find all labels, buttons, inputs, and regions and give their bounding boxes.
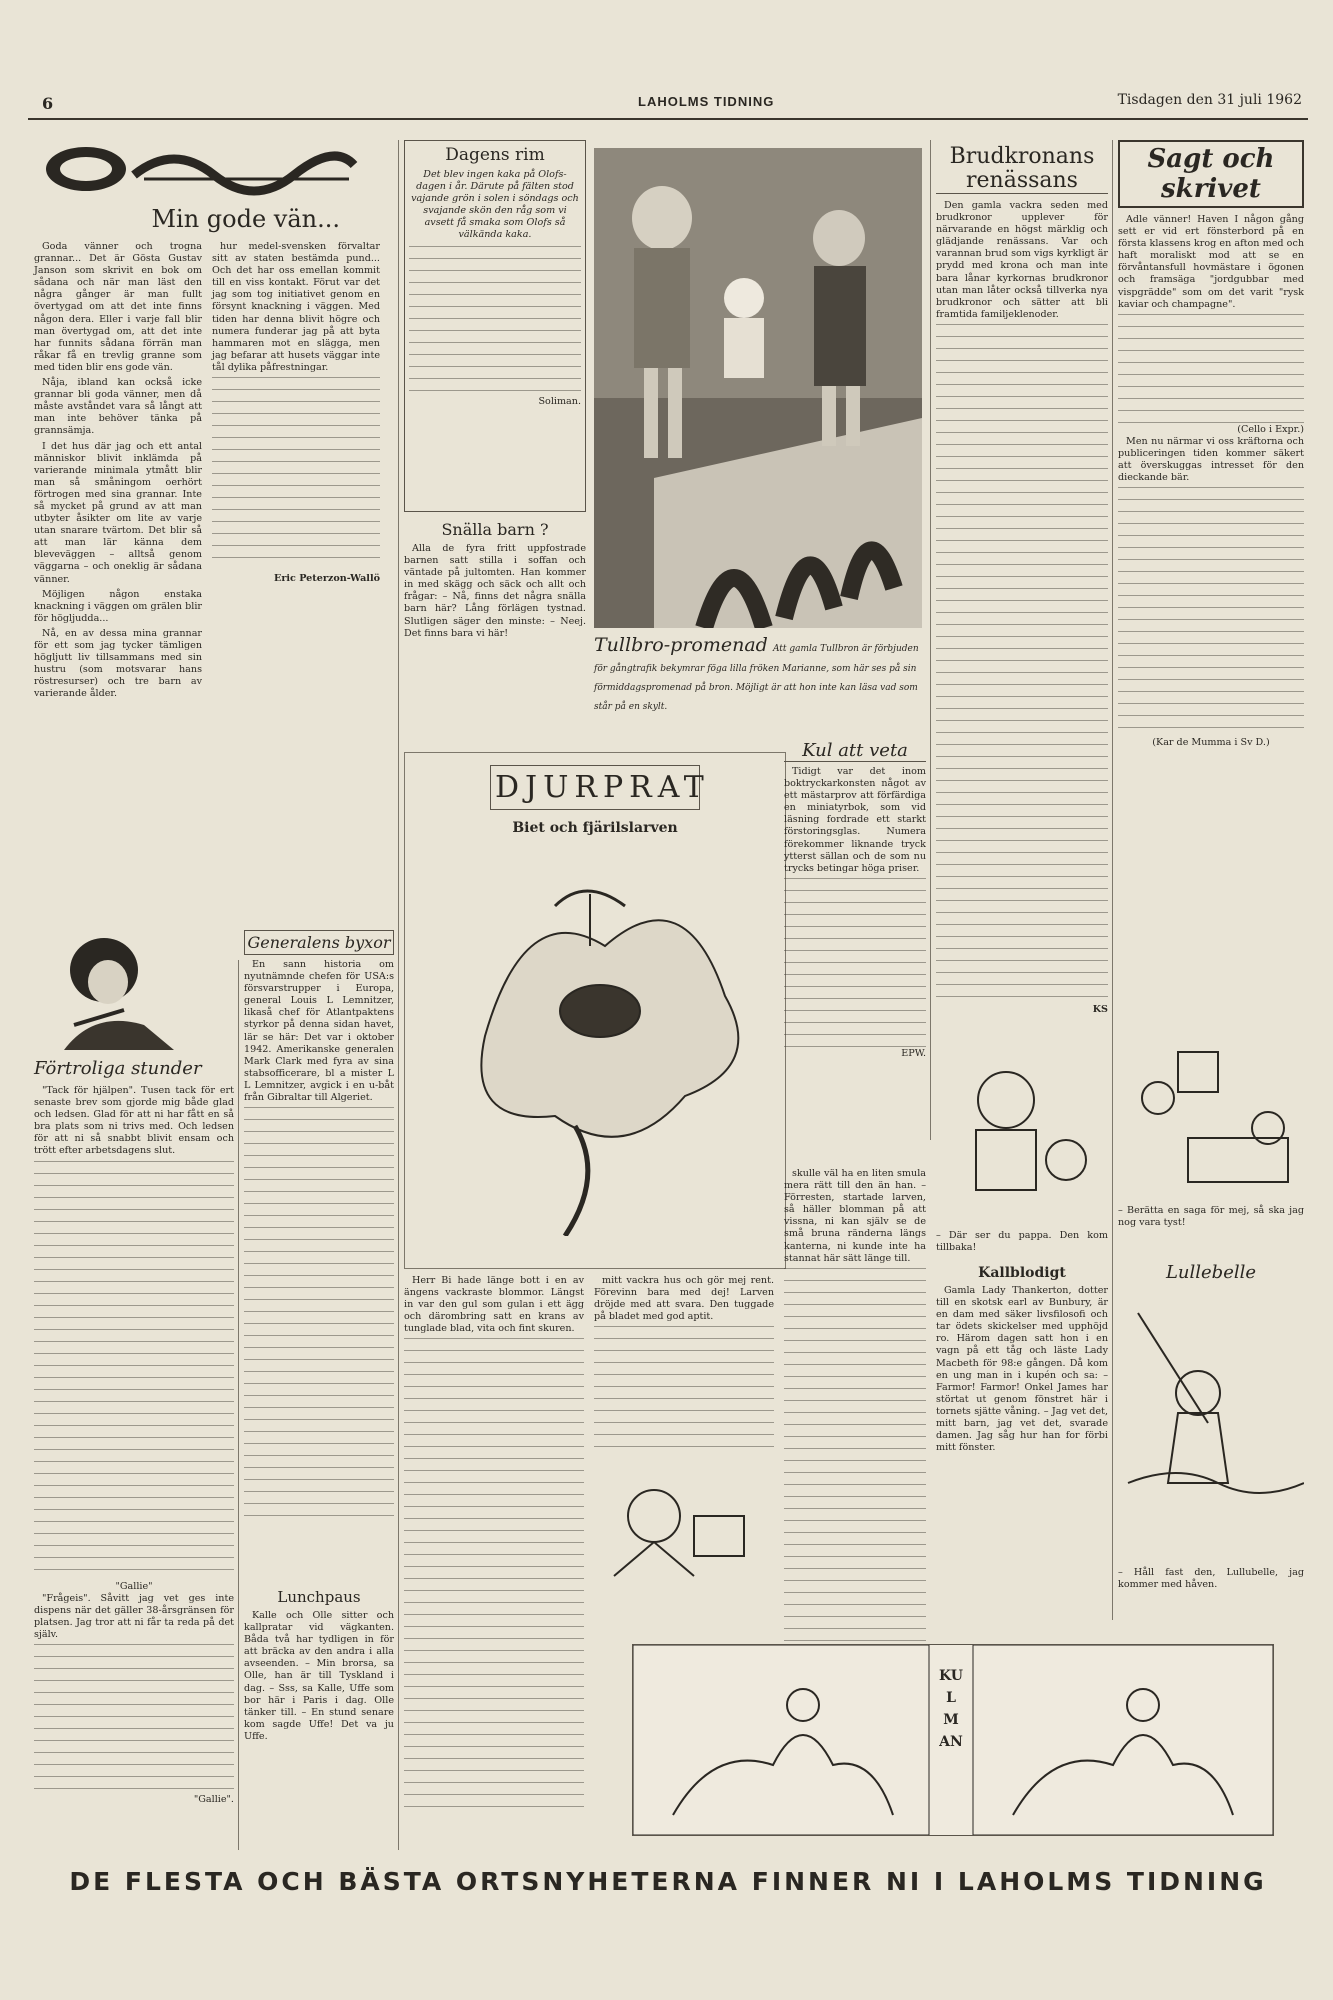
text-block-filler — [244, 1107, 394, 1517]
children-on-bridge-photo-icon — [594, 148, 922, 628]
brudkronans-title: Brudkronans renässans — [936, 145, 1108, 194]
text-block-filler — [34, 1644, 234, 1794]
footer-banner — [28, 1862, 1308, 1902]
om-vartannat-logo — [34, 135, 380, 197]
text-block-filler — [936, 324, 1108, 1004]
sick-bed-caption: – Berätta en saga för mej, så ska jag nog vara tyst! — [1118, 1205, 1304, 1229]
dagens-rim-signature: Soliman. — [538, 395, 581, 407]
sagt-section — [1118, 140, 1304, 749]
fortroliga-body — [34, 1085, 234, 1806]
lullebelle-comic — [1118, 1262, 1304, 1592]
snalla-barn-section — [404, 520, 586, 643]
djurprat-col3 — [784, 1168, 926, 1668]
djurprat-paragraph: Herr Bi hade länge bott i en av ängens vackraste blommor. Längst in var den gul som gulan i ett ägg och därombring satt en krans av tunglade blad, vita och fint skuren. — [404, 1275, 584, 1335]
article-paragraph: Nå, en av dessa mina grannar för ett som jag tycker tämligen högljutt liv tillsammans med sin hustru (som motsvarar hans röstresurser) och tre barn av varierande ålder. — [34, 627, 202, 700]
lunchpaus-section — [244, 1588, 394, 1746]
photo-caption-text: Att gamla Tullbron är förbjuden för gångtrafik bekymrar föga lilla fröken Marianne, som här ses på sin förmiddagspromenad på bron. Möjligt är att hon inte kan läsa vad som står på en skylt. — [594, 644, 919, 712]
kulman-vertical-label: KULMAN — [939, 1668, 963, 1750]
sagt-paragraph: Adle vänner! Haven I någon gång sett er vid ert fönsterbord på en första klassens krog en afton med och haft moraliskt mod att se en förvåntansfull hovmästare i ögonen och framsäga "jordgubbar med vispgrädde" som om det varit "rysk kaviar och champagne". — [1118, 214, 1304, 310]
kallblodigt-paragraph: Gamla Lady Thankerton, dotter till en skotsk earl av Bunbury, är en dam med säker livsfilosofi och tar ödets skickelser med upphöjd ro. Härom dagen satt hon i en vagn på ett tåg och läste Lady Macbeth för 98:e gången. Då kom en ung man in i kupén och sa: – Farmor! Farmor! Onkel James har störtat ut genom fönstret här i tornets sjätte våning. – Jag vet det, mitt barn, jag vet det, svarade damen. Jag såg hur han for förbi mitt fönster. — [936, 1285, 1108, 1454]
fortroliga-paragraph: "Frågeis". Såvitt jag vet ges inte dispens när det gäller 38-årsgränsen för platsen. Jag tror att ni får ta reda på det själv. — [34, 1592, 234, 1640]
text-block-filler — [34, 1161, 234, 1581]
djurprat-paragraph: skulle väl ha en liten smula mera rätt till den än han. – Förresten, startade larven, så häller blomman på att vissna, ni kan själv se de små bruna ränderna längs kanterna, ni kunde inte ha stannat här sätt länge till. — [784, 1168, 926, 1264]
paper-name: LAHOLMS TIDNING — [638, 94, 775, 109]
text-block-filler — [1118, 314, 1304, 424]
fortroliga-paragraph: "Tack för hjälpen". Tusen tack för ert senaste brev som gjorde mig både glad och ledsen. Glad för att ni har fått en så bra plats som ni trivs med. Och ledsen för att ni så snabbt blivit ensam och trött efter arbetsdagens slut. — [34, 1085, 234, 1157]
brudkronans-section — [936, 145, 1108, 1016]
page-header — [28, 88, 1308, 120]
sagt-title: Sagt och skrivet — [1118, 140, 1304, 208]
column-rule — [1112, 140, 1113, 1620]
fortroliga-section — [34, 930, 234, 1083]
sick-bed-cartoon — [1118, 1048, 1304, 1198]
text-block-filler — [594, 1326, 774, 1456]
kul-att-veta-title: Kul att veta — [784, 740, 926, 762]
generalens-paragraph: En sann historia om nyutnämnde chefen för USA:s försvarstrupper i Europa, general Louis L Lemnitzer, likaså chef för Atlantpaktens styrkor på denna sidan havet, lär se här: Det var i oktober 1942. Amerikanske generalen Mark Clark med fyra av sina stabsofficerare, bl a mister L L Lemnitzer, avgick i en u-båt från Gibraltar till Algeriet. — [244, 959, 394, 1104]
fortroliga-sign: "Gallie" — [115, 1580, 153, 1592]
tullbro-photo — [594, 148, 922, 628]
fortroliga-title: Förtroliga stunder — [34, 1058, 202, 1079]
generalens-section — [244, 930, 394, 1517]
article-paragraph: I det hus där jag och ett antal människor blivit inklämda på varierande minimala ytmått blir man så småningom oerhört förtrogen med sina grannar. Inte så mycket på grund av att man utbyter åsikter om lite av varje utan snarare tvärtom. Det blir så att man lär känna dem bleveväggen – alltså genom väggarna – och oneklig är sådana vänner. — [34, 440, 202, 585]
text-block-filler — [409, 246, 581, 396]
boy-cartoon-icon — [936, 1040, 1108, 1225]
photo-caption — [594, 634, 922, 713]
brudkronans-paragraph: Den gamla vackra seden med brudkronor upplever för närvarande en högst märklig och glädjande renässans. Var och varannan brud som vigs kyrkligt är prydd med krona och man inte bara lånar kyrkornas brudkronor utan man låter också tillverka nya brudkronor och sätter att bli framtida familjeklenoder. — [936, 200, 1108, 320]
text-block-filler — [1118, 487, 1304, 737]
dagens-rim-title: Dagens rim — [445, 145, 545, 165]
text-block-filler — [784, 1268, 926, 1668]
dagens-rim-poem: Det blev ingen kaka på Olofs-dagen i år. Därute på fälten stod vajande grön i solen i söndags och svajande skön den råg som vi avsett få smaka som Olofs så välkända kaka. — [411, 169, 579, 241]
lullebelle-title: Lullebelle — [1165, 1262, 1257, 1283]
lullebelle-fishing-icon — [1118, 1283, 1304, 1563]
djurprat-section — [404, 752, 786, 1269]
footer-slogan: DE FLESTA OCH BÄSTA ORTSNYHETERNA FINNER NI I LAHOLMS TIDNING — [69, 1867, 1267, 1896]
boy-cartoon — [936, 1040, 1108, 1225]
logo-script-icon — [34, 135, 364, 197]
fortroliga-sign: "Gallie". — [193, 1794, 234, 1806]
dagens-rim-box — [404, 140, 586, 512]
djurprat-col1 — [404, 1275, 584, 1818]
djurprat-title: DJURPRAT — [490, 765, 700, 810]
lunchpaus-paragraph: Kalle och Olle sitter och kallpratar vid vägkanten. Båda två har tydligen in för att bräcka av den andra i alla avseenden. – Min brorsa, sa Olle, han är till Tyskland i dag. – Sss, sa Kalle, Uffe som bor här i Paris i dag. Olle tänker till. – En stund senare kom sagde Uffe! Det va ju Uffe. — [244, 1610, 394, 1742]
column-rule — [930, 140, 931, 1140]
om-vartannat-section — [34, 135, 380, 703]
generalens-title: Generalens byxor — [244, 930, 394, 955]
text-block-filler — [212, 377, 380, 567]
sagt-signature: (Cello i Expr.) — [1237, 423, 1304, 435]
article-title: Min gode vän... — [151, 205, 340, 233]
sagt-signature: (Kar de Mumma i Sv D.) — [1152, 737, 1270, 749]
text-block-filler — [404, 1338, 584, 1818]
djurprat-col2 — [594, 1275, 774, 1590]
sick-bed-cartoon-icon — [1118, 1048, 1304, 1198]
djurprat-paragraph: mitt vackra hus och gör mej rent. Förevinn bara med dej! Larven dröjde med att svara. Den tuggade på bladet med god aptit. — [594, 1275, 774, 1323]
lullebelle-caption: – Håll fast den, Lullubelle, jag kommer med håven. — [1118, 1567, 1304, 1591]
issue-date: Tisdagen den 31 juli 1962 — [1117, 92, 1302, 108]
lunchpaus-title: Lunchpaus — [277, 1588, 361, 1606]
brudkronans-signature: KS — [1092, 1003, 1108, 1015]
woman-illustration-icon — [34, 930, 184, 1050]
kul-att-veta-signature: EPW. — [901, 1047, 926, 1059]
article-paragraph: Nåja, ibland kan också icke grannar bli goda vänner, men då måste avståndet vara så långt att man inte behöver tänka på grannsämja. — [34, 377, 202, 437]
kul-att-veta-paragraph: Tidigt var det inom boktryckarkonsten något av ett mästarprov att förfärdiga en miniatyrbok, som vid läsning fordrade ett starkt förstoringsglas. Numera förekommer liknande tryck ytterst sällan och de som nu trycks betingar höga priser. — [784, 766, 926, 874]
column-rule — [398, 140, 399, 1850]
kallblodigt-section — [936, 1265, 1108, 1457]
text-block-filler — [784, 878, 926, 1048]
article-signature: Eric Peterzon-Wallö — [274, 573, 380, 585]
sagt-paragraph: Men nu närmar vi oss kräftorna och publiceringen tiden kommer säkert att överskuggas intresset för den dieckande bär. — [1118, 435, 1304, 484]
band-cartoon-icon — [594, 1456, 764, 1586]
article-paragraph: Möjligen någon enstaka knackning i väggen om grälen blir för högljudda... — [34, 588, 202, 624]
column-rule — [238, 960, 239, 1850]
kallblodigt-title: Kallblodigt — [978, 1265, 1066, 1281]
flower-bee-illustration-icon — [405, 836, 785, 1236]
article-paragraph: hur medel-svensken förvaltar sitt av staten bestämda pund... Och det har oss emellan kommit till en viss kontakt. Förut var det jag som tog initiativet genom en försynt knackning i väggen. Med tiden har denna blivit högre och numera funderar jag på att byta hammaren mot en slägga, men jag befarar att husets väggar inte tål dylika påfrestningar. — [212, 241, 380, 373]
snalla-barn-title: Snälla barn ? — [441, 520, 549, 539]
djurprat-subtitle: Biet och fjärilslarven — [512, 820, 678, 836]
photo-caption-title: Tullbro-promenad — [594, 634, 768, 656]
article-paragraph: Goda vänner och trogna grannar... Det är Gösta Gustav Janson som skrivit en bok om sådana och när man läst den några gånger är man fullt övertygad om att det inte finns någon dera. Eller i varje fall blir man övertygad om, att det inte har funnits sådana förrän man råkar få en trevlig granne som med tiden blir ens gode vän. — [34, 241, 202, 373]
kul-att-veta-section — [784, 740, 926, 1060]
page-number: 6 — [42, 94, 54, 113]
snalla-barn-paragraph: Alla de fyra fritt uppfostrade barnen satt stilla i soffan och väntade på jultomten. Han kommer in med skägg och säck och allt och frågar: – Nå, finns det några snälla barn här? Lång förlägen tystnad. Slutligen säger den minste: – Neej. Det finns bara vi här! — [404, 543, 586, 639]
boy-cartoon-caption: – Där ser du pappa. Den kom tillbaka! — [936, 1230, 1108, 1254]
kulman-comic — [632, 1644, 1274, 1836]
